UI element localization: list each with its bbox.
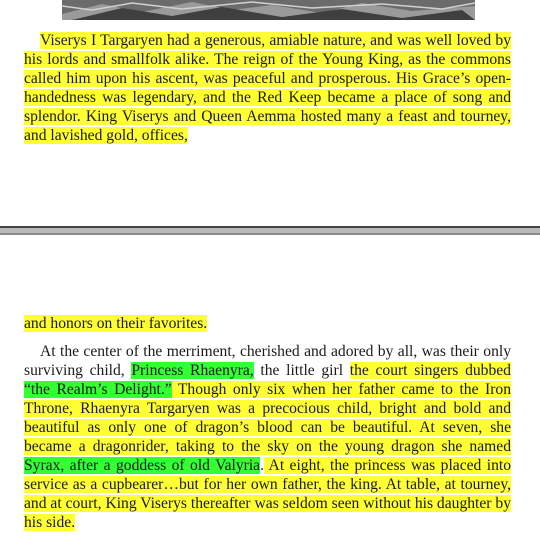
plain-text: the little girl xyxy=(253,362,350,379)
plain-text: At the center of the merriment, cherished and adored by all, was their only surviving child, xyxy=(24,343,511,379)
highlight-yellow[interactable]: Though only six when her father came to the Iron Throne, Rhaenyra Targaryen was a precocious child, bright and bold and beautiful as only one of dragon’s blood can be beautiful. At seven, she became a dragonrider, taking to the sky on the young dragon she named xyxy=(24,381,511,455)
paragraph-two xyxy=(24,342,511,532)
paragraph-continuation xyxy=(24,314,511,333)
highlight-yellow[interactable]: Viserys I Targaryen had a generous, amiable nature, and was well loved by his lords and smallfolk alike. The reign of the Young King, as the commons called him upon his ascent, was peaceful and prosperous. His Grace’s open-handedness was legendary, and the Red Keep became a place of song and splendor. King Viserys and Queen Aemma hosted many a feast and tourney, and lavished gold, offices, xyxy=(24,32,511,144)
highlight-yellow[interactable]: the court singers dubbed xyxy=(349,362,511,379)
book-illustration xyxy=(62,0,475,20)
page-one-text xyxy=(24,31,511,145)
highlight-green[interactable]: “the Realm’s Delight.” xyxy=(24,381,172,398)
highlight-yellow[interactable]: At eight, the princess was placed into service as a cupbearer…but for her own father, the king. At table, at tourney, and at court, King Viserys thereafter was seldom seen without his daughter by his side. xyxy=(24,457,512,531)
page-two-text xyxy=(24,314,511,532)
highlight-yellow[interactable]: and honors on their favorites. xyxy=(24,315,208,332)
paragraph-one xyxy=(24,31,511,145)
highlight-green[interactable]: Princess Rhaenyra, xyxy=(131,362,254,379)
highlight-green[interactable]: Syrax, after a goddess of old Valyria xyxy=(24,457,261,474)
page-divider xyxy=(0,226,540,235)
plain-text: . xyxy=(260,457,265,474)
illustration-art xyxy=(62,0,475,20)
